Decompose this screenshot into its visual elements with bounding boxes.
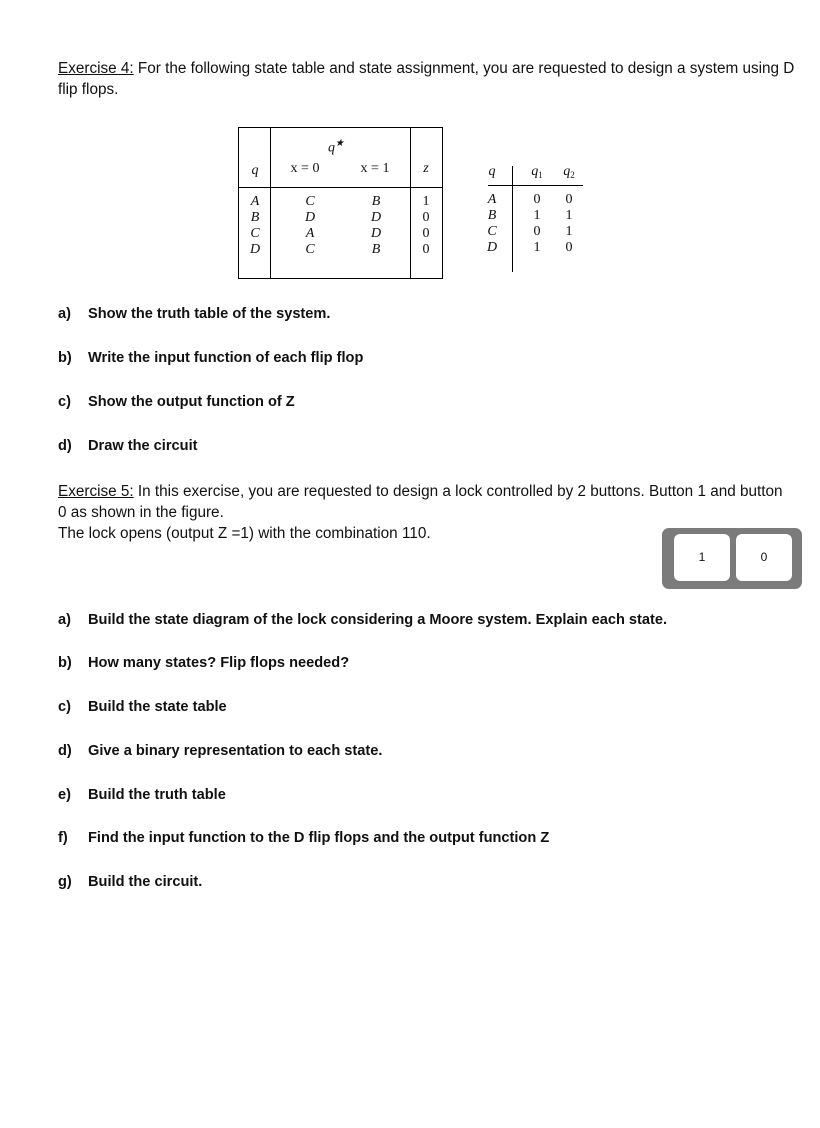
table-cell: C <box>487 224 497 239</box>
state-table-header-q: q <box>251 163 259 178</box>
table-cell: 1 <box>422 194 430 209</box>
table-cell: 1 <box>533 240 541 255</box>
assignment-header-q: q <box>488 164 496 179</box>
table-cell: B <box>250 210 260 225</box>
table-cell: A <box>305 226 315 241</box>
table-cell: 0 <box>422 242 430 257</box>
table-cell: 0 <box>565 192 573 207</box>
state-table-col-x0 <box>305 194 315 258</box>
exercise5-question-g: g) Build the circuit. <box>58 874 203 890</box>
table-cell: 0 <box>533 224 541 239</box>
table-cell: C <box>250 226 260 241</box>
state-table-col-q <box>250 194 260 258</box>
exercise4-heading: Exercise 4: <box>58 60 134 77</box>
lock-button-0: 0 <box>736 534 792 581</box>
assignment-col-q2 <box>566 192 573 256</box>
exercise5-question-f: f) Find the input function to the D flip flops and the output function Z <box>58 830 550 846</box>
assignment-col-q <box>487 192 497 256</box>
table-cell: 0 <box>422 226 430 241</box>
table-cell: D <box>370 210 382 225</box>
table-cell: 0 <box>422 210 430 225</box>
state-table-header-x0: x = 0 <box>290 161 320 176</box>
exercise5-combination-text: The lock opens (output Z =1) with the combination 110. <box>58 525 431 542</box>
exercise5-text: In this exercise, you are requested to design a lock controlled by 2 buttons. Button 1 and button 0 as shown in the figure. <box>58 483 783 521</box>
state-table-header-z: z <box>423 161 429 176</box>
state-table-header-next-state: q★ <box>328 138 344 156</box>
table-cell: D <box>370 226 382 241</box>
assignment-header-q1: $q_1$ <box>531 164 543 180</box>
table-cell: C <box>305 194 315 209</box>
exercise5-question-c: c) Build the state table <box>58 699 227 715</box>
table-cell: A <box>487 192 497 207</box>
exercise5-question-a: a) Build the state diagram of the lock considering a Moore system. Explain each state. <box>58 612 668 628</box>
exercise4-text: For the following state table and state assignment, you are requested to design a system using D flip flops. <box>58 60 795 98</box>
assignment-col-q1 <box>534 192 541 256</box>
state-table <box>238 127 443 279</box>
table-cell: B <box>487 208 497 223</box>
table-cell: B <box>371 242 381 257</box>
table-cell: D <box>486 240 498 255</box>
exercise4-question-c: c) Show the output function of Z <box>58 394 295 410</box>
table-cell: B <box>371 194 381 209</box>
exercise5-heading: Exercise 5: <box>58 483 134 500</box>
table-cell: 1 <box>565 208 573 223</box>
lock-buttons-figure <box>662 528 802 589</box>
exercise5-question-e: e) Build the truth table <box>58 787 226 803</box>
table-cell: A <box>250 194 260 209</box>
exercise5-intro <box>58 481 793 523</box>
lock-button-1: 1 <box>674 534 730 581</box>
exercise4-question-a: a) Show the truth table of the system. <box>58 306 331 322</box>
assignment-header-q2: $q_2$ <box>563 164 575 180</box>
table-cell: D <box>304 210 316 225</box>
table-cell: 1 <box>533 208 541 223</box>
exercise4-intro <box>58 58 798 100</box>
state-table-col-x1 <box>371 194 381 258</box>
exercise4-question-b: b) Write the input function of each flip flop <box>58 350 364 366</box>
state-assignment-table <box>476 160 596 280</box>
exercise4-question-d: d) Draw the circuit <box>58 438 198 454</box>
exercise5-question-b: b) How many states? Flip flops needed? <box>58 655 350 671</box>
state-table-header-x1: x = 1 <box>360 161 390 176</box>
table-cell: C <box>305 242 315 257</box>
state-table-col-z <box>423 194 430 258</box>
table-cell: 1 <box>565 224 573 239</box>
exercise5-question-d: d) Give a binary representation to each state. <box>58 743 383 759</box>
table-cell: D <box>249 242 261 257</box>
table-cell: 0 <box>565 240 573 255</box>
table-cell: 0 <box>533 192 541 207</box>
